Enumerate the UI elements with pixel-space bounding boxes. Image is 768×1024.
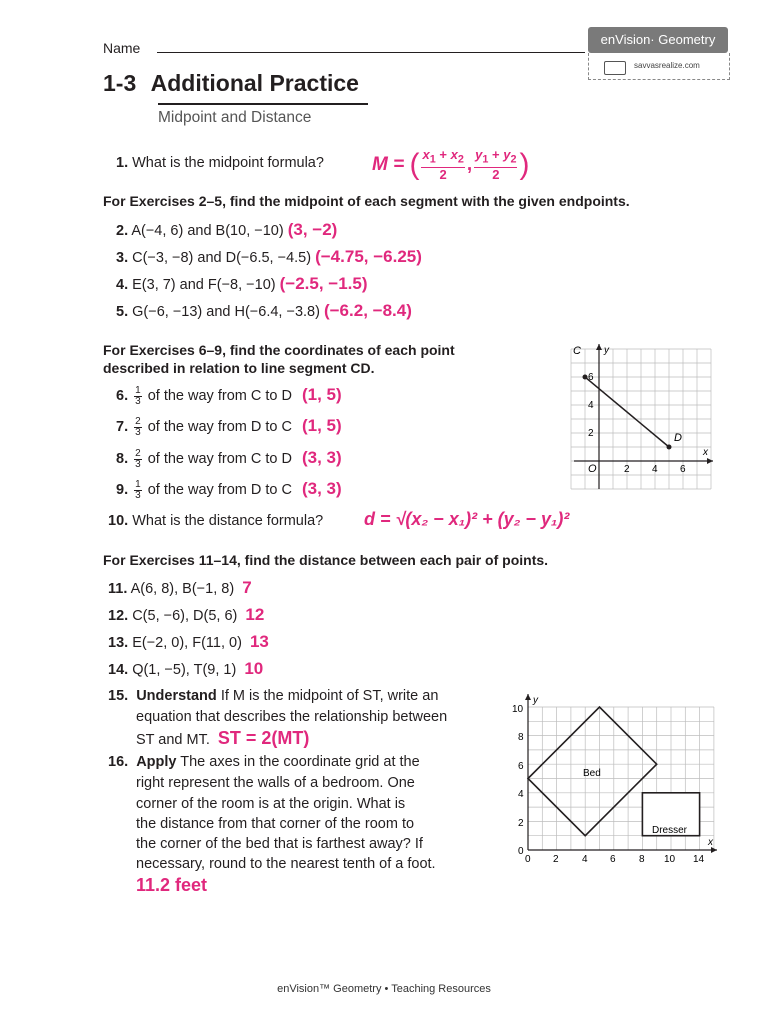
answer: (−4.75, −6.25): [315, 247, 422, 266]
laptop-icon: [604, 61, 626, 75]
fraction: [134, 449, 142, 470]
exercise-16-line4: the distance from that corner of the room to: [136, 816, 415, 832]
instructions-6-9-line1: For Exercises 6–9, find the coordinates of each point: [103, 342, 455, 358]
exercise-text: The axes in the coordinate grid at the: [180, 754, 420, 770]
distance-formula-answer: d = √(x₂ − x₁)² + (y₂ − y₁)²: [364, 509, 570, 529]
brand-badge: enVision· Geometry: [588, 27, 728, 53]
exercise-text: A(−4, 6) and B(10, −10): [131, 223, 284, 239]
x-tick-14: 14: [693, 854, 705, 865]
y-tick-10: 10: [512, 704, 524, 715]
exercise-number: 4.: [116, 277, 129, 293]
exercise-1: [116, 155, 324, 171]
exercise-number: 16.: [108, 754, 129, 770]
x-tick-6: 6: [680, 464, 686, 475]
fraction: [134, 417, 142, 438]
exercise-7: [116, 416, 342, 438]
exercise-5: [116, 301, 412, 321]
bed-label: Bed: [583, 768, 601, 779]
exercise-text: Q(1, −5), T(9, 1): [132, 662, 237, 678]
denominator: 3: [135, 489, 141, 501]
answer: (3, −2): [287, 220, 338, 239]
name-label: Name: [103, 40, 141, 56]
numerator: 2: [135, 447, 141, 459]
exercise-number: 15.: [108, 688, 129, 704]
fraction: [134, 386, 142, 407]
answer: 7: [242, 578, 252, 597]
exercise-text: of the way from D to C: [147, 482, 292, 498]
exercise-text: E(−2, 0), F(11, 0): [132, 635, 242, 651]
exercise-16-answer: 11.2 feet: [136, 875, 208, 895]
exercise-8: [116, 448, 342, 470]
exercise-2: [116, 220, 337, 240]
denominator: 3: [135, 395, 141, 407]
x-tick-10: 10: [664, 854, 676, 865]
midpoint-formula-answer: M = ( $\frac{x_1 + x_2}{2}$ , $\frac{y_1 + y_2}{2}$ ): [372, 147, 530, 182]
x-tick-4: 4: [652, 464, 658, 475]
name-input-line[interactable]: [157, 52, 585, 53]
bedroom-grid: [505, 690, 720, 870]
answer: (1, 5): [302, 385, 342, 404]
exercise-6: [116, 385, 342, 407]
title-underline: [158, 103, 368, 105]
exercise-15-line2: equation that describes the relationship between: [136, 709, 448, 725]
exercise-9: [116, 479, 342, 501]
answer: 13: [249, 632, 269, 651]
page-footer: enVision™ Geometry • Teaching Resources: [277, 983, 491, 995]
y-tick-2: 2: [518, 818, 524, 829]
exercise-number: 2.: [116, 223, 129, 239]
exercise-number: 5.: [116, 304, 129, 320]
exercise-number: 7.: [116, 419, 129, 435]
x-tick-0: 0: [525, 854, 531, 865]
exercise-number: 11.: [108, 581, 128, 597]
y-tick-4: 4: [518, 789, 524, 800]
exercise-text: of the way from C to D: [147, 451, 292, 467]
answer: 12: [245, 605, 265, 624]
realize-link[interactable]: savvasrealize.com: [634, 61, 700, 70]
instructions-11-14: For Exercises 11–14, find the distance between each pair of points.: [103, 552, 549, 568]
denominator: 3: [135, 426, 141, 438]
label-d: D: [674, 432, 682, 444]
y-tick-8: 8: [518, 732, 524, 743]
exercise-number: 8.: [116, 451, 129, 467]
page-title: [103, 70, 359, 97]
y-tick-0: 0: [518, 846, 524, 857]
exercise-text: of the way from C to D: [147, 388, 292, 404]
y-tick-6: 6: [588, 372, 594, 383]
exercise-text: A(6, 8), B(−1, 8): [130, 581, 235, 597]
numerator: 2: [135, 415, 141, 427]
fraction: [134, 480, 142, 501]
exercise-16-line2: right represent the walls of a bedroom. One: [136, 775, 415, 791]
exercise-text: C(5, −6), D(5, 6): [132, 608, 238, 624]
x-tick-2: 2: [624, 464, 630, 475]
exercise-text: of the way from D to C: [147, 419, 292, 435]
exercise-16-line6: necessary, round to the nearest tenth of a foot.: [136, 856, 436, 872]
exercise-number: 14.: [108, 662, 129, 678]
exercise-lead: Understand: [136, 688, 217, 704]
exercise-16-line1: [108, 754, 420, 770]
numerator: 1: [135, 478, 141, 490]
answer: (3, 3): [302, 479, 342, 498]
exercise-3: [116, 247, 422, 267]
x-tick-4: 4: [582, 854, 588, 865]
exercise-13: [108, 632, 269, 652]
exercise-16-line3: corner of the room is at the origin. What is: [136, 796, 406, 812]
exercise-text: What is the midpoint formula?: [132, 155, 324, 171]
answer: (−2.5, −1.5): [279, 274, 368, 293]
answer: (3, 3): [302, 448, 342, 467]
exercise-4: [116, 274, 368, 294]
exercise-15-line3: [136, 728, 309, 749]
y-axis-label: y: [604, 345, 609, 356]
point-c: [583, 375, 588, 380]
x-axis-label: x: [703, 447, 708, 458]
answer: 10: [244, 659, 264, 678]
x-tick-6: 6: [610, 854, 616, 865]
lesson-number: 1-3: [103, 70, 137, 96]
answer-prefix: M =: [372, 154, 405, 176]
dresser-label: Dresser: [652, 825, 688, 836]
exercise-10: [108, 513, 323, 529]
exercise-text: What is the distance formula?: [132, 513, 324, 529]
exercise-number: 9.: [116, 482, 129, 498]
instructions-6-9-line2: described in relation to line segment CD.: [103, 360, 375, 376]
exercise-text: ST and MT.: [136, 732, 210, 748]
exercise-number: 12.: [108, 608, 129, 624]
y-arrow-icon: [596, 344, 602, 350]
instructions-2-5: For Exercises 2–5, find the midpoint of each segment with the given endpoints.: [103, 193, 630, 209]
exercise-text: E(3, 7) and F(−8, −10): [132, 277, 276, 293]
y-axis-label: y: [533, 695, 538, 706]
point-d: [667, 445, 672, 450]
exercise-lead: Apply: [136, 754, 177, 770]
exercise-text: If M is the midpoint of ST, write an: [220, 688, 439, 704]
answer: ST = 2(MT): [217, 728, 310, 748]
exercise-12: [108, 605, 264, 625]
y-tick-6: 6: [518, 761, 524, 772]
label-origin: O: [588, 463, 597, 475]
y-tick-2: 2: [588, 428, 594, 439]
x-arrow-icon: [707, 458, 713, 464]
exercise-text: C(−3, −8) and D(−6.5, −4.5): [132, 250, 312, 266]
exercise-16-line5: the corner of the bed that is farthest away? If: [136, 836, 423, 852]
exercise-number: 6.: [116, 388, 129, 404]
exercise-11: [108, 578, 252, 598]
exercise-number: 1.: [116, 155, 129, 171]
coordinate-graph-cd: [566, 341, 716, 491]
exercise-text: G(−6, −13) and H(−6.4, −3.8): [132, 304, 320, 320]
exercise-number: 10.: [108, 513, 129, 529]
y-tick-4: 4: [588, 400, 594, 411]
numerator: 1: [135, 384, 141, 396]
label-c: C: [573, 345, 581, 357]
x-tick-8: 8: [639, 854, 645, 865]
y-arrow-icon: [525, 694, 531, 700]
exercise-15-line1: [108, 688, 438, 704]
x-tick-2: 2: [553, 854, 559, 865]
page-subtitle: Midpoint and Distance: [158, 109, 312, 126]
answer: (1, 5): [302, 416, 342, 435]
answer: (−6.2, −8.4): [323, 301, 412, 320]
x-axis-label: x: [708, 837, 713, 848]
exercise-number: 3.: [116, 250, 129, 266]
lesson-title: Additional Practice: [150, 70, 359, 96]
denominator: 3: [135, 458, 141, 470]
exercise-14: [108, 659, 263, 679]
exercise-number: 13.: [108, 635, 129, 651]
